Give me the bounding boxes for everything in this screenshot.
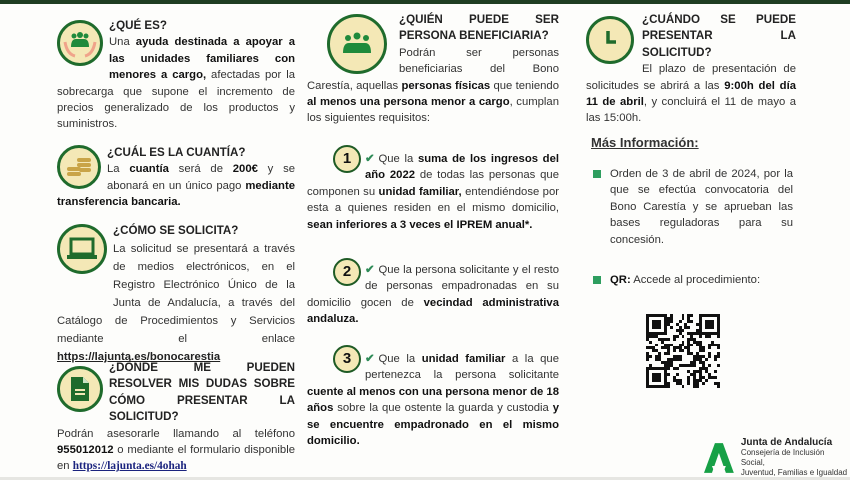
bold-text: unidad familiar, bbox=[378, 185, 462, 198]
formulario-link[interactable]: https://lajunta.es/4ohah bbox=[72, 460, 187, 473]
section-quien bbox=[307, 12, 559, 127]
text: a la que pertenezca la persona solicitante bbox=[365, 353, 559, 382]
logo-dept-line2: Juventud, Familias e Igualdad bbox=[740, 468, 848, 477]
text: Accede al procedimiento: bbox=[630, 274, 761, 286]
text: El plazo de presentación de solicitudes se abrirá a las bbox=[586, 63, 796, 92]
text: Que la persona solicitante y el resto de personas empadronadas en su domicilio gocen de bbox=[307, 264, 559, 309]
section-dudas bbox=[57, 360, 295, 475]
text: será de bbox=[168, 163, 233, 176]
text: entendiéndose por esta a quienes residen en el mismo domicilio, bbox=[307, 185, 560, 215]
text: Que la bbox=[378, 153, 418, 165]
clock-icon bbox=[586, 16, 634, 64]
qr-code[interactable] bbox=[646, 314, 720, 388]
bold-text: 955012012 bbox=[57, 444, 114, 457]
laptop-icon bbox=[57, 224, 107, 274]
heading: ¿CUÁL ES LA CUANTÍA? bbox=[107, 146, 246, 159]
info-item-orden bbox=[610, 166, 793, 248]
requisito-1 bbox=[307, 145, 559, 233]
number-badge: 2 bbox=[333, 258, 361, 286]
text: sobre la que ostente la guarda y custodia bbox=[333, 402, 553, 415]
bold-text: vecindad administrativa andaluza. bbox=[307, 296, 559, 326]
heading: ¿DÓNDE ME PUEDEN RESOLVER MIS DUDAS SOBRE CÓMO PRESENTAR LA SOLICITUD? bbox=[109, 361, 295, 424]
number-badge: 3 bbox=[333, 345, 361, 373]
heading: ¿QUÉ ES? bbox=[109, 19, 167, 32]
number-badge: 1 bbox=[333, 145, 361, 173]
text: , cumplan los siguientes requisitos: bbox=[307, 96, 559, 125]
bold-text: 200€ bbox=[232, 163, 258, 176]
bold-text: unidad familiar bbox=[421, 353, 506, 365]
text: La solicitud se presentará a través de medios electrónicos, en el Registro Electrónico Único de la Junta de Andalucía, a través del Catálogo de Procedimientos y Servicios mediante el enlace bbox=[57, 243, 295, 345]
text: o mediante el formulario disponible en bbox=[57, 444, 295, 473]
info-item-qr bbox=[610, 272, 793, 288]
text: Podrán asesorarle llamando al teléfono bbox=[57, 427, 295, 440]
bullet-square-icon bbox=[593, 276, 601, 284]
text: , y concluirá el 11 de mayo a las 15:00h. bbox=[586, 96, 796, 125]
text: La bbox=[107, 163, 130, 176]
heading: ¿CÓMO SE SOLICITA? bbox=[113, 224, 239, 237]
junta-andalucia-logo bbox=[703, 437, 850, 478]
coins-icon bbox=[57, 145, 101, 189]
check-icon: ✔ bbox=[365, 353, 375, 365]
section-como bbox=[57, 222, 295, 366]
top-bar bbox=[0, 0, 850, 4]
text: afectadas por la sobrecarga que supone el incremento de precios generalizado de los productos y suministros. bbox=[57, 69, 295, 131]
body-text bbox=[57, 426, 295, 475]
bold-text: 9:00h del día 11 de abril bbox=[586, 79, 796, 109]
requisito-3 bbox=[307, 345, 559, 449]
bold-text: mediante transferencia bancaria. bbox=[57, 179, 295, 209]
text: Una bbox=[109, 36, 136, 49]
heading: ¿QUIÉN PUEDE SER PERSONA BENEFICIARIA? bbox=[399, 13, 559, 43]
bonocarestia-link[interactable]: https://lajunta.es/bonocarestia bbox=[57, 351, 221, 363]
heading: ¿CUÁNDO SE PUEDE PRESENTAR LA SOLICITUD? bbox=[642, 13, 796, 59]
logo-name: Junta de Andalucía bbox=[740, 437, 833, 448]
bold-text: cuantía bbox=[129, 163, 169, 176]
section-cuantia bbox=[57, 145, 295, 211]
text: Que la bbox=[378, 353, 422, 365]
bold-text: cuente al menos con una persona menor de 18 años bbox=[307, 385, 559, 415]
requisito-2 bbox=[307, 258, 559, 328]
check-icon: ✔ bbox=[365, 264, 375, 276]
junta-logo-icon bbox=[703, 442, 735, 474]
text: Orden de 3 de abril de 2024, por la que se efectúa convocatoria del Bono Carestía y se aprueban las bases reguladoras para su concesión. bbox=[610, 168, 793, 246]
bold-text: al menos una persona menor a cargo bbox=[307, 96, 510, 109]
text: y se abonará en un único pago bbox=[107, 163, 295, 192]
bold-text: suma de los ingresos del año 2022 bbox=[365, 153, 559, 182]
section-que-es bbox=[57, 18, 295, 133]
people-group-icon bbox=[327, 14, 387, 74]
bold-text: personas físicas bbox=[401, 79, 491, 92]
mas-informacion-title: Más Información: bbox=[591, 135, 699, 150]
text: de todas las personas que componen su bbox=[307, 169, 559, 198]
family-hands-icon bbox=[57, 20, 103, 66]
bold-text: sean inferiores a 3 veces el IPREM anual*. bbox=[307, 218, 533, 231]
bold-text: ayuda destinada a apoyar a las unidades familiares con menores a cargo, bbox=[109, 36, 295, 82]
logo-dept-line1: Consejería de Inclusión Social, bbox=[740, 448, 825, 467]
text: Podrán ser personas beneficiarias del Bono Carestía, aquellas bbox=[307, 46, 559, 92]
document-icon bbox=[57, 366, 103, 412]
bold-text: y se encuentre empadronado en el mismo domicilio. bbox=[307, 402, 559, 448]
body-text bbox=[586, 61, 796, 127]
check-icon: ✔ bbox=[365, 153, 375, 165]
text: que teniendo bbox=[490, 79, 559, 92]
bullet-square-icon bbox=[593, 170, 601, 178]
section-cuando bbox=[586, 12, 796, 127]
bold-text: QR: bbox=[610, 274, 631, 286]
